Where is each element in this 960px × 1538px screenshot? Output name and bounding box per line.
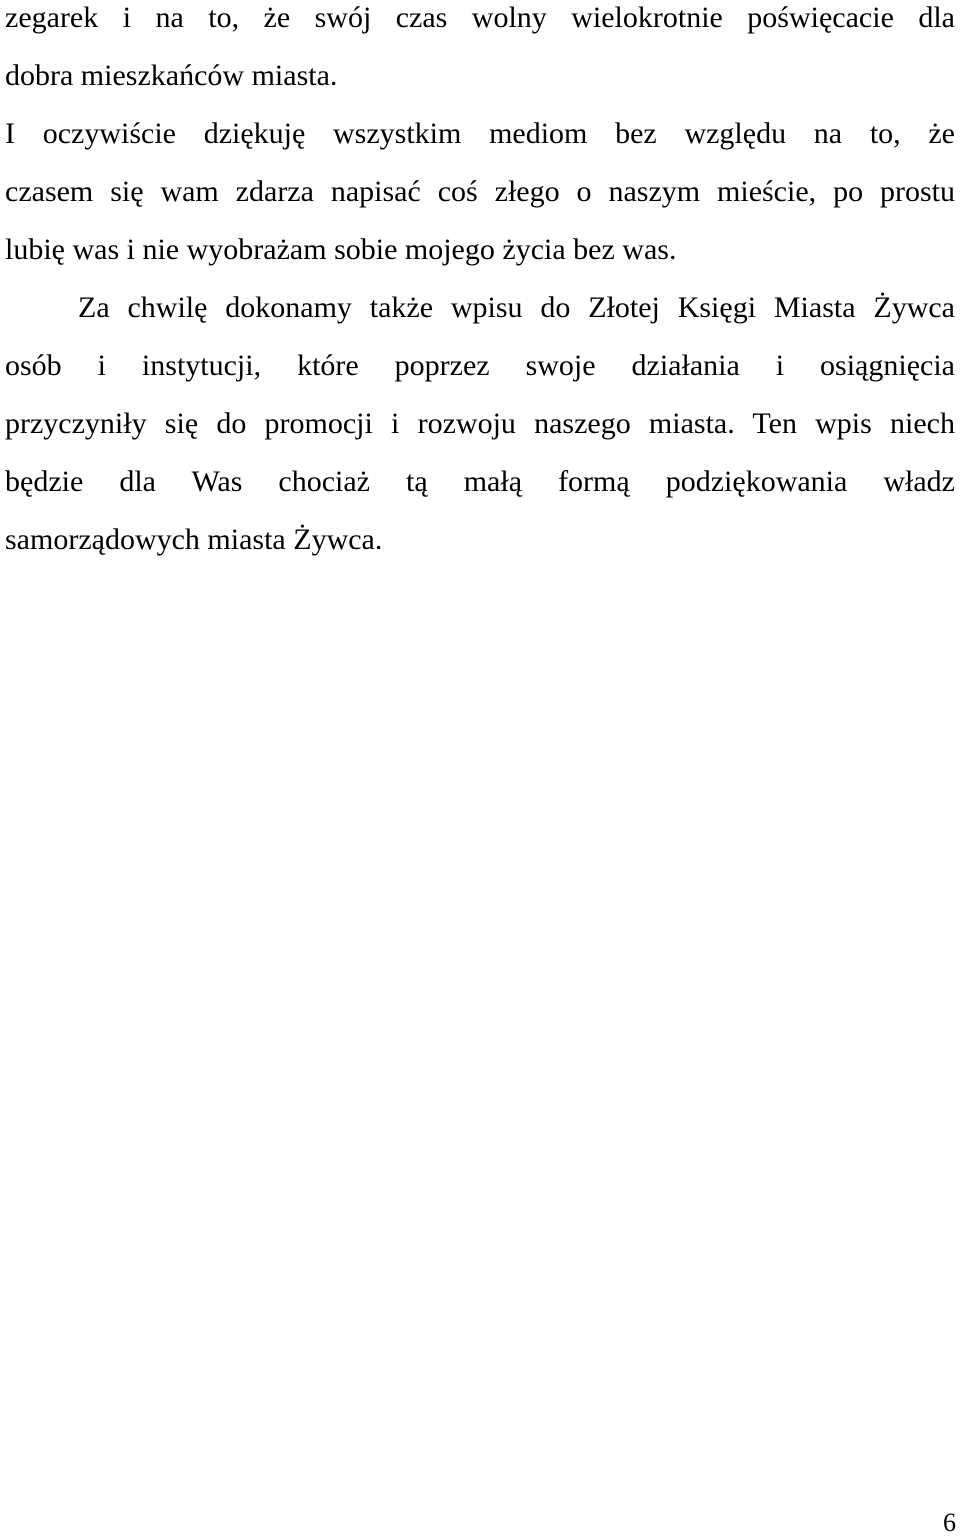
text-line-8: przyczyniły się do promocji i rozwoju naszego miasta. Ten wpis niech <box>5 407 955 440</box>
text-line-1: zegarek i na to, że swój czas wolny wielokrotnie poświęcacie dla <box>5 1 955 34</box>
text-line-10: samorządowych miasta Żywca. <box>5 523 383 556</box>
page-number: 6 <box>943 1508 956 1537</box>
text-line-2: dobra mieszkańców miasta. <box>5 59 338 92</box>
text-line-5: lubię was i nie wyobrażam sobie mojego życia bez was. <box>5 233 677 266</box>
text-line-7: osób i instytucji, które poprzez swoje działania i osiągnięcia <box>5 349 955 382</box>
text-line-9: będzie dla Was chociaż tą małą formą podziękowania władz <box>5 465 955 498</box>
text-line-6: Za chwilę dokonamy także wpisu do Złotej Księgi Miasta Żywca <box>78 291 955 324</box>
text-line-4: czasem się wam zdarza napisać coś złego o naszym mieście, po prostu <box>5 175 955 208</box>
text-line-3: I oczywiście dziękuję wszystkim mediom bez względu na to, że <box>5 117 955 150</box>
